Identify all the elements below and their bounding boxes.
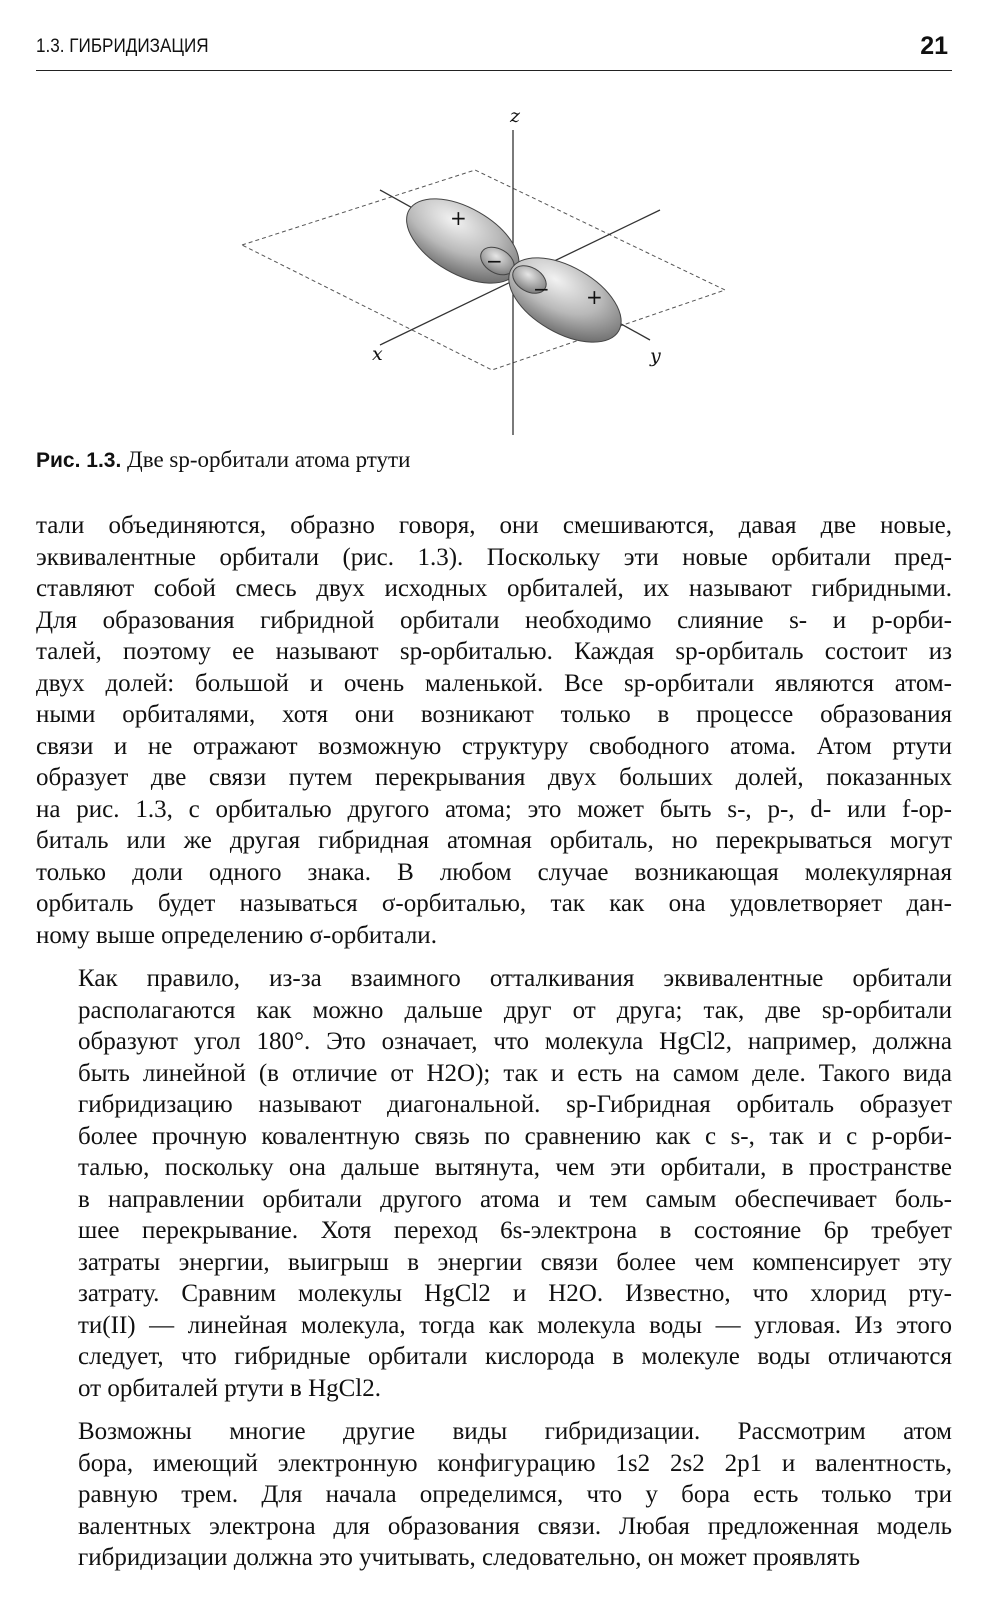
text-line: следует, что гибридные орбитали кислорода в молекуле воды отличаются: [78, 1343, 952, 1370]
text-line: двух долей: большой и очень маленькой. Все sp-орбитали являются атом-: [36, 669, 952, 697]
text-line: на рис. 1.3, с орбиталью другого атома; это может быть s-, p-, d- или f-ор-: [36, 795, 952, 823]
running-head: [36, 32, 952, 71]
section-title: 1.3. ГИБРИДИЗАЦИЯ: [36, 36, 209, 57]
text-line: образует две связи путем перекрывания двух больших долей, показанных: [36, 764, 952, 791]
text-line: только доли одного знака. В любом случае возникающая молекулярная: [36, 858, 952, 886]
text-line: бора, имеющий электронную конфигурацию 1s2 2s2 2p1 и валентность,: [78, 1449, 952, 1477]
minus-sign-right: −: [533, 277, 550, 301]
caption-label: Рис. 1.3.: [36, 449, 122, 472]
plus-sign-left: +: [450, 206, 467, 230]
text-line: шее перекрывание. Хотя переход 6s-электрона в состояние 6p требует: [78, 1217, 952, 1244]
text-line: талью, поскольку она дальше вытянута, чем эти орбитали, в пространстве: [78, 1154, 952, 1181]
x-axis-label: x: [372, 343, 383, 365]
text-line: орбиталь будет называться σ-орбиталью, так как она удовлетворяет дан-: [36, 890, 952, 917]
text-line: эквивалентные орбитали (рис. 1.3). Поскольку эти новые орбитали пред-: [36, 543, 952, 571]
text-line: тали объединяются, образно говоря, они смешиваются, давая две новые,: [36, 512, 952, 539]
text-line: быть линейной (в отличие от H2O); так и есть на самом деле. Такого вида: [78, 1059, 952, 1087]
text-line: равную трем. Для начала определимся, что у бора есть только три: [78, 1481, 952, 1508]
paragraph-1: [36, 510, 952, 951]
text-line: более прочную ковалентную связь по сравнению как с s-, так и с p-орби-: [78, 1122, 952, 1150]
text-line: Для образования гибридной орбитали необходимо слияние s- и p-орби-: [36, 606, 952, 634]
text-line: гибридизацию называют диагональной. sp-Гибридная орбиталь образует: [78, 1091, 952, 1118]
caption-text: Две sp-орбитали атома ртути: [127, 447, 411, 472]
figure-caption: [36, 447, 410, 473]
text-line: талей, поэтому ее называют sp-орбиталью. Каждая sp-орбиталь состоит из: [36, 638, 952, 665]
text-line: располагаются как можно дальше друг от друга; так, две sp-орбитали: [78, 996, 952, 1024]
body-text: [36, 510, 952, 1574]
text-line: Как правило, из-за взаимного отталкивания эквивалентные орбитали: [78, 965, 952, 992]
text-line: ти(II) — линейная молекула, тогда как молекула воды — угловая. Из этого: [78, 1311, 952, 1339]
minus-sign-left: −: [486, 249, 503, 273]
text-line: затраты энергии, выигрыш в энергии связи более чем компенсирует эту: [78, 1248, 952, 1276]
text-line: образуют угол 180°. Это означает, что молекула HgCl2, например, должна: [78, 1028, 952, 1055]
text-line: гибридизации должна это учитывать, следовательно, он может проявлять: [78, 1544, 861, 1571]
text-line: валентных электрона для образования связи. Любая предложенная модель: [78, 1512, 952, 1540]
text-line: затрату. Сравним молекулы HgCl2 и H2O. Известно, что хлорид рту-: [78, 1280, 952, 1307]
y-axis-label: y: [650, 345, 661, 367]
text-line: в направлении орбитали другого атома и тем самым обеспечивает боль-: [78, 1185, 952, 1213]
text-line: Возможны многие другие виды гибридизации. Рассмотрим атом: [78, 1418, 952, 1445]
text-line: биталь или же другая гибридная атомная орбиталь, но перекрываться могут: [36, 827, 952, 854]
page-number: 21: [920, 32, 948, 60]
text-line: от орбиталей ртути в HgCl2.: [78, 1374, 381, 1402]
plus-sign-right: +: [586, 285, 603, 309]
z-axis-label: z: [510, 105, 521, 127]
text-line: ставляют собой смесь двух исходных орбиталей, их называют гибридными.: [36, 575, 952, 602]
paragraph-3: [36, 1416, 952, 1574]
text-line: связи и не отражают возможную структуру свободного атома. Атом ртути: [36, 732, 952, 760]
text-line: ными орбиталями, хотя они возникают только в процессе образования: [36, 701, 952, 728]
text-line: ному выше определению σ-орбитали.: [36, 921, 437, 949]
orbital-figure: [230, 90, 740, 450]
paragraph-2: [36, 963, 952, 1404]
